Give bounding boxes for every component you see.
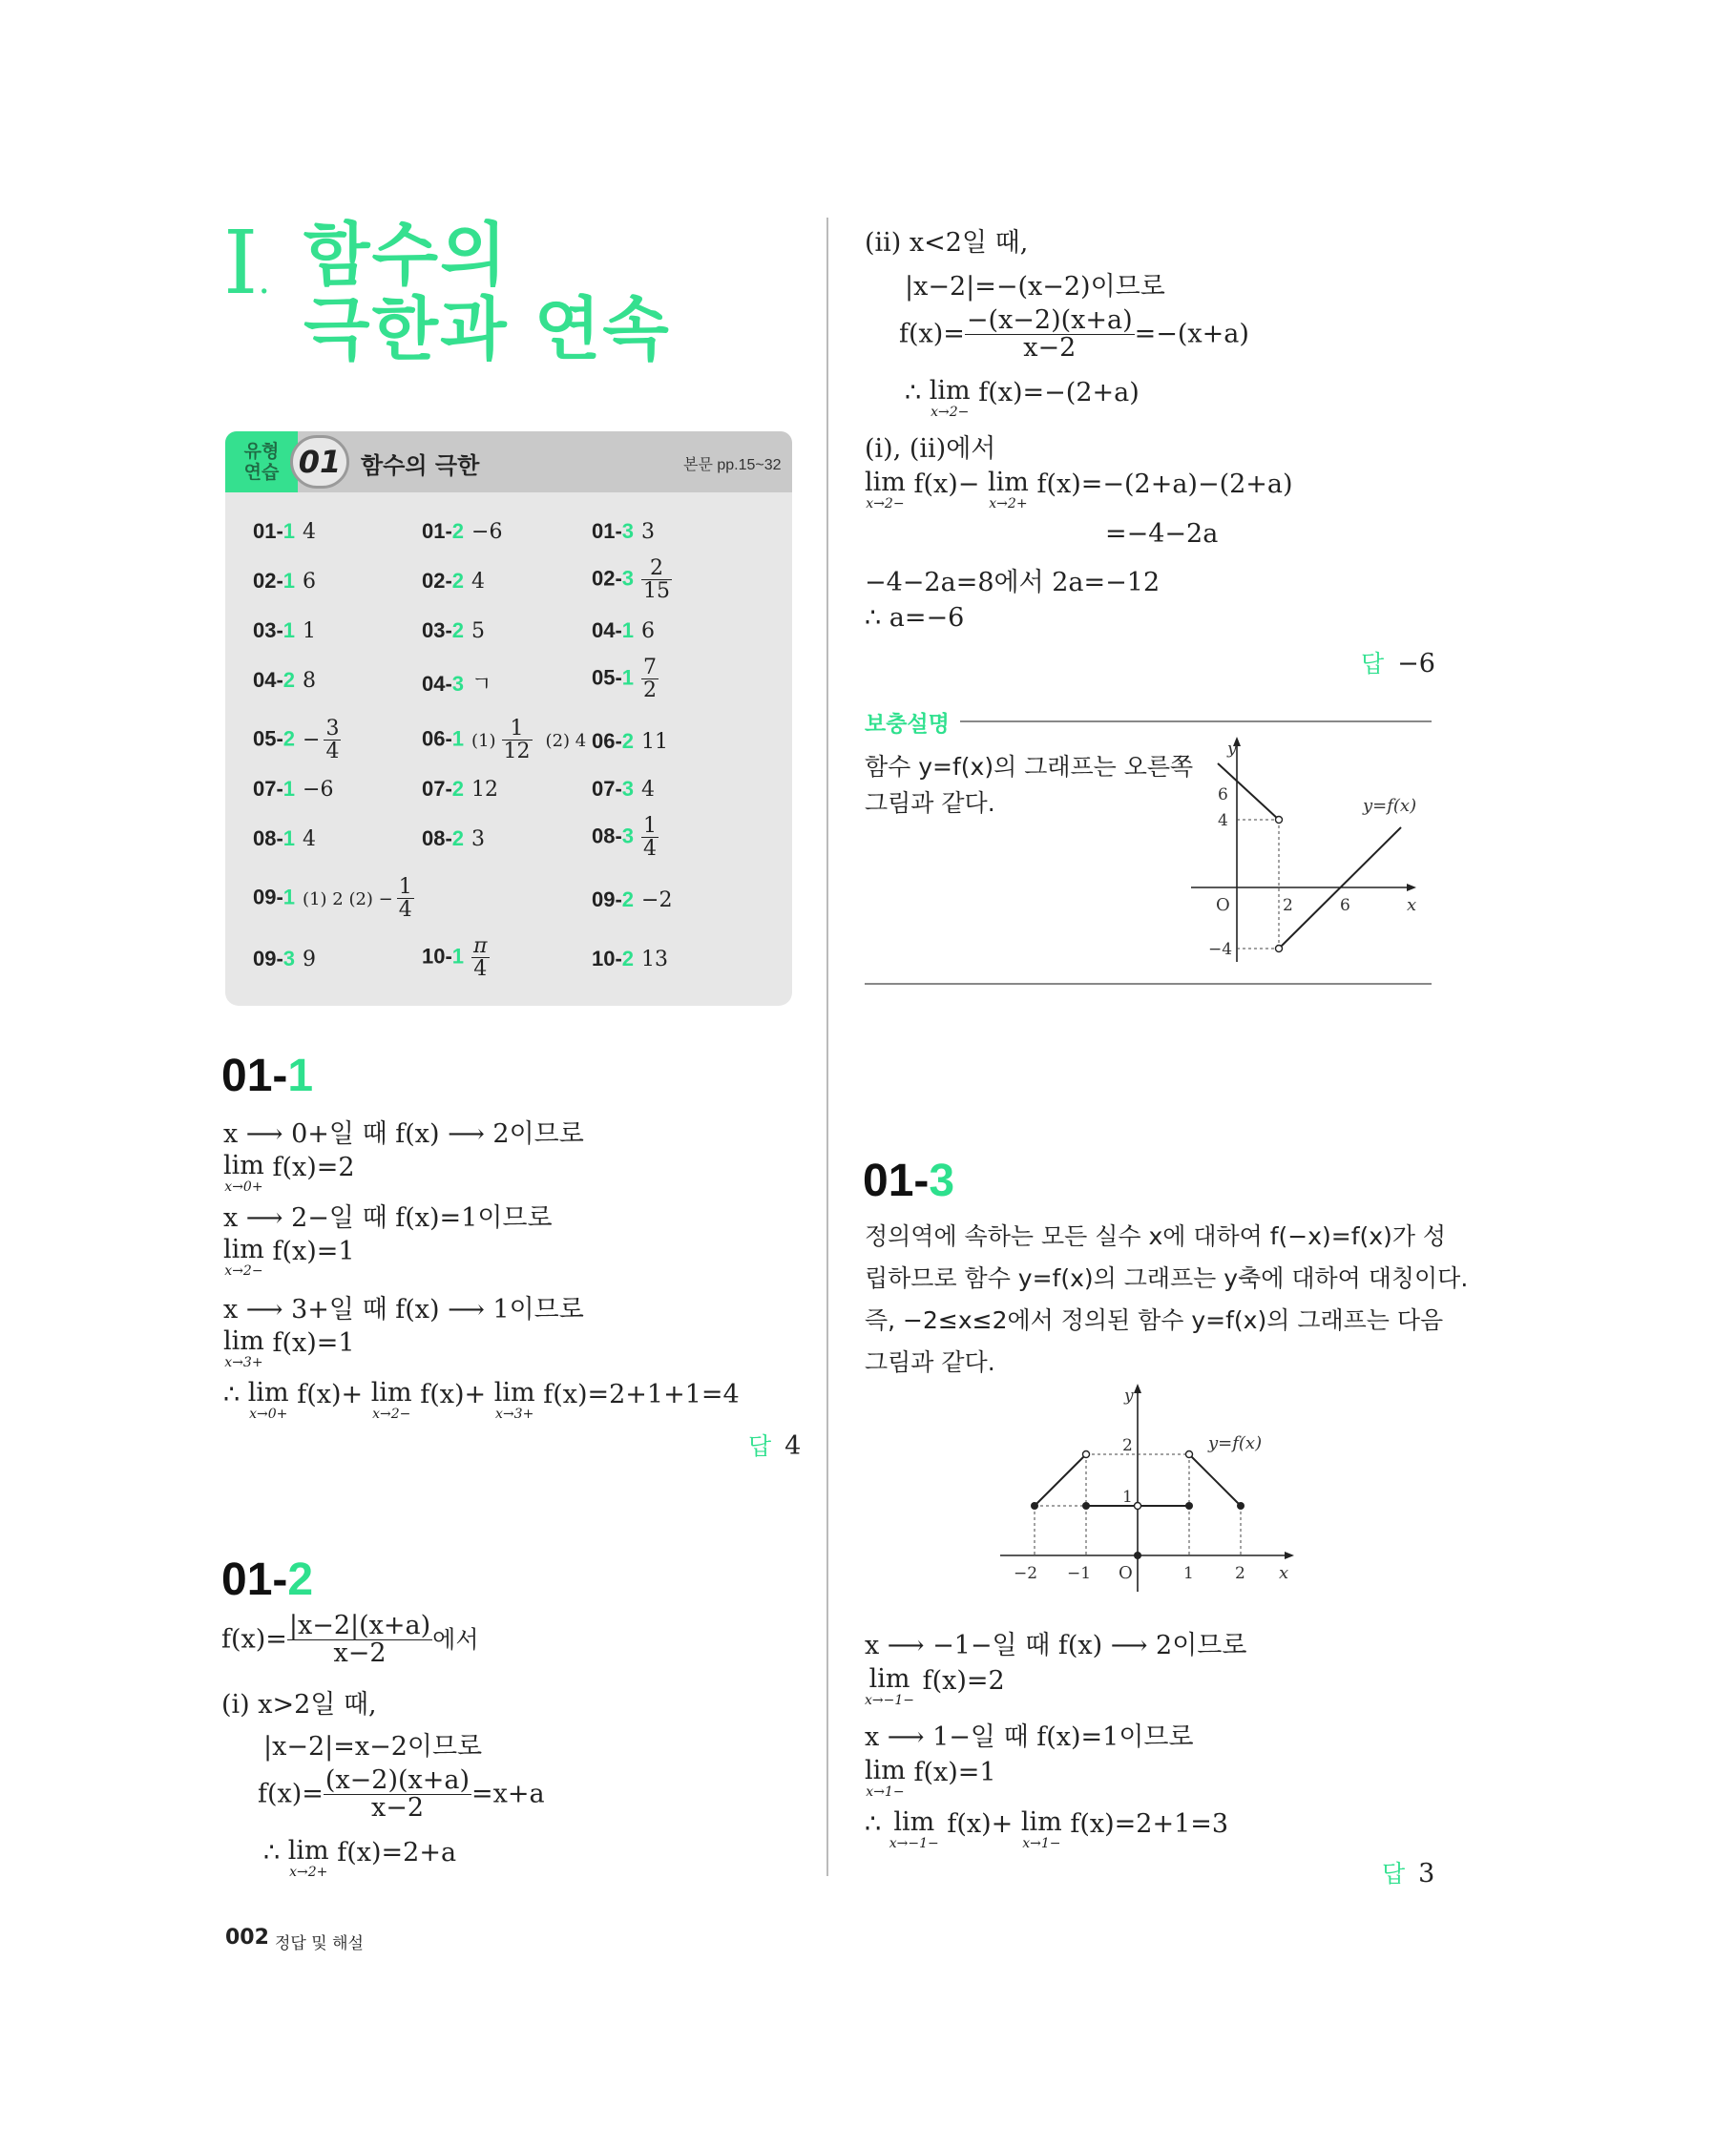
answer-item: 09-3 9 [253,947,317,971]
answer-item: 01-2 −6 [422,519,503,544]
tick-x: 2 [1283,896,1293,915]
answer-item: 08-3 $\frac{1}{4}$ [592,814,658,862]
tick-y: 4 [1218,811,1228,830]
footer-text: 정답 및 해설 [275,1934,364,1953]
supplement-text: 그림과 같다. [865,789,995,817]
answer-item: 04-3 ㄱ [422,672,492,697]
tick-x: −1 [1067,1564,1092,1583]
solution-line: (ii) x<2일 때, [865,228,1029,258]
solution-line: f(x)= $\frac{|x-2|(x+a)}{x-2}$ 에서 [221,1611,479,1669]
y-axis-arrow [1134,1384,1141,1393]
solution-line: lim x→1− f(x)=1 [865,1756,996,1800]
solution-line: x ⟶ 3+일 때 f(x) ⟶ 1이므로 [223,1295,584,1325]
closed-point [1134,1552,1141,1559]
tick-y: −4 [1208,940,1233,959]
closed-point [1185,1502,1193,1510]
answer-mark: 답 −6 [1361,649,1435,678]
x-axis-arrow [1285,1552,1294,1559]
answer-item: 05-2 − $\frac{3}{4}$ [253,717,340,764]
x-label: x [1407,895,1417,915]
supplement-rule [960,720,1432,722]
paragraph-line: 정의역에 속하는 모든 실수 x에 대하여 f(−x)=f(x)가 성 [865,1222,1447,1250]
tick-x: 6 [1340,896,1350,915]
answer-item: 08-2 3 [422,826,486,851]
curve-label: y=f(x) [1208,1433,1263,1453]
solution-line: lim x→2− f(x)− lim x→2+ f(x)=−(2+a)−(2+a) [865,468,1293,511]
graph-segment [1189,1454,1241,1506]
solution-line: x ⟶ −1−일 때 f(x) ⟶ 2이므로 [865,1631,1247,1660]
solution-line: (i) x>2일 때, [221,1690,377,1720]
closed-point [1082,1502,1090,1510]
chapter-title-line2: 극한과 연속 [303,289,671,369]
graph-segment [1035,1454,1086,1506]
type-tag: 유형 연습 [225,431,298,492]
answer-item: 05-1 $\frac{7}{2}$ [592,656,658,703]
answer-item: 04-1 6 [592,618,656,643]
solution-line: lim x→−1− f(x)=2 [865,1664,1005,1708]
open-point [1276,817,1283,824]
answer-item: 04-2 8 [253,668,317,693]
solution-line: |x−2|=−(x−2)이므로 [905,272,1165,302]
answer-mark: 답 3 [1382,1859,1435,1888]
solution-line: x ⟶ 1−일 때 f(x)=1이므로 [865,1722,1194,1752]
answer-item: 03-2 5 [422,618,486,643]
curve-label: y=f(x) [1363,796,1417,816]
answer-item: 10-2 13 [592,947,669,971]
answer-item: 02-1 6 [253,569,317,594]
type-number: 01 [290,435,349,489]
answer-item: 07-3 4 [592,777,656,802]
open-point [1083,1451,1090,1458]
solution-line: f(x)= $\frac{(x-2)(x+a)}{x-2}$ =x+a [258,1765,545,1824]
solution-line: =−4−2a [1105,519,1219,549]
paragraph-line: 그림과 같다. [865,1348,995,1376]
section-title-01-1: 01-1 [221,1051,314,1101]
answer-item: 01-1 4 [253,519,317,544]
chapter-title-line1: 함수의 [303,215,509,295]
supplement-bottom-rule [865,983,1432,985]
chapter-numeral: I. [223,212,271,314]
x-label: x [1279,1563,1289,1583]
section-title-01-3: 01-3 [863,1156,955,1206]
answer-item: 10-1 $\frac{\pi}{4}$ [422,934,488,982]
column-divider [826,218,828,1876]
closed-point [1031,1502,1038,1510]
solution-line: ∴ a=−6 [865,603,965,633]
answer-item: 08-1 4 [253,826,317,851]
answer-item: 06-2 11 [592,729,669,754]
solution-conclusion: ∴ lim x→−1− f(x)+ lim x→1− f(x)=2+1=3 [865,1807,1229,1851]
open-point [1135,1503,1141,1510]
y-label: y [1124,1387,1134,1406]
solution-line: |x−2|=x−2이므로 [263,1732,483,1762]
solution-line: x ⟶ 2−일 때 f(x)=1이므로 [223,1203,553,1233]
tick-x: 1 [1183,1564,1194,1583]
graph-01-3 [993,1382,1307,1594]
open-point [1186,1451,1193,1458]
supplement-title: 보충설명 [865,711,950,736]
page-number: 002 [225,1926,269,1950]
answer-item: 09-2 −2 [592,887,673,912]
answer-item: 07-1 −6 [253,777,334,802]
answer-item: 06-1 (1) $\frac{1}{12}$ (2) 4 [422,717,587,764]
tick-y: 2 [1122,1436,1133,1455]
answer-item: 03-1 1 [253,618,317,643]
solution-line: (i), (ii)에서 [865,434,996,464]
box-title: 함수의 극한 [361,452,480,479]
solution-line: x ⟶ 0+일 때 f(x) ⟶ 2이므로 [223,1119,584,1149]
paragraph-line: 립하므로 함수 y=f(x)의 그래프는 y축에 대하여 대칭이다. [865,1264,1469,1292]
tick-x: 2 [1235,1564,1245,1583]
answer-item: 01-3 3 [592,519,656,544]
y-label: y [1227,740,1237,759]
solution-line: −4−2a=8에서 2a=−12 [865,568,1161,597]
tick-x: −2 [1014,1564,1038,1583]
solution-line: lim x→2− f(x)=1 [223,1235,355,1279]
answer-item: 07-2 12 [422,777,499,802]
origin-label: O [1216,895,1230,915]
section-title-01-2: 01-2 [221,1554,314,1605]
paragraph-line: 즉, −2≤x≤2에서 정의된 함수 y=f(x)의 그래프는 다음 [865,1306,1444,1334]
origin-label: O [1119,1563,1133,1583]
solution-line: f(x)= $\frac{-(x-2)(x+a)}{x-2}$ =−(x+a) [899,305,1249,364]
answer-item: 02-2 4 [422,569,486,594]
tick-y: 6 [1218,785,1228,804]
solution-line: ∴ lim x→2+ f(x)=2+a [263,1836,457,1880]
solution-line: ∴ lim x→2− f(x)=−(2+a) [905,376,1140,420]
answer-mark: 답 4 [748,1431,802,1461]
closed-point [1237,1502,1244,1510]
box-page-ref: 본문 pp.15~32 [683,457,782,473]
graph-supplement [1183,735,1441,973]
solution-line: lim x→3+ f(x)=1 [223,1326,355,1370]
supplement-text: 함수 y=f(x)의 그래프는 오른쪽 [865,753,1194,781]
answer-item: 09-1 (1) 2 (2) − $\frac{1}{4}$ [253,875,412,923]
solution-conclusion: ∴ lim x→0+ f(x)+ lim x→2− f(x)+ lim x→3+ f(x)=2+1+1=4 [223,1378,740,1422]
solution-line: lim x→0+ f(x)=2 [223,1151,355,1195]
tick-y: 1 [1122,1488,1133,1507]
open-point [1276,946,1283,952]
answer-item: 02-3 $\frac{2}{15}$ [592,556,671,604]
x-axis-arrow [1407,884,1416,891]
